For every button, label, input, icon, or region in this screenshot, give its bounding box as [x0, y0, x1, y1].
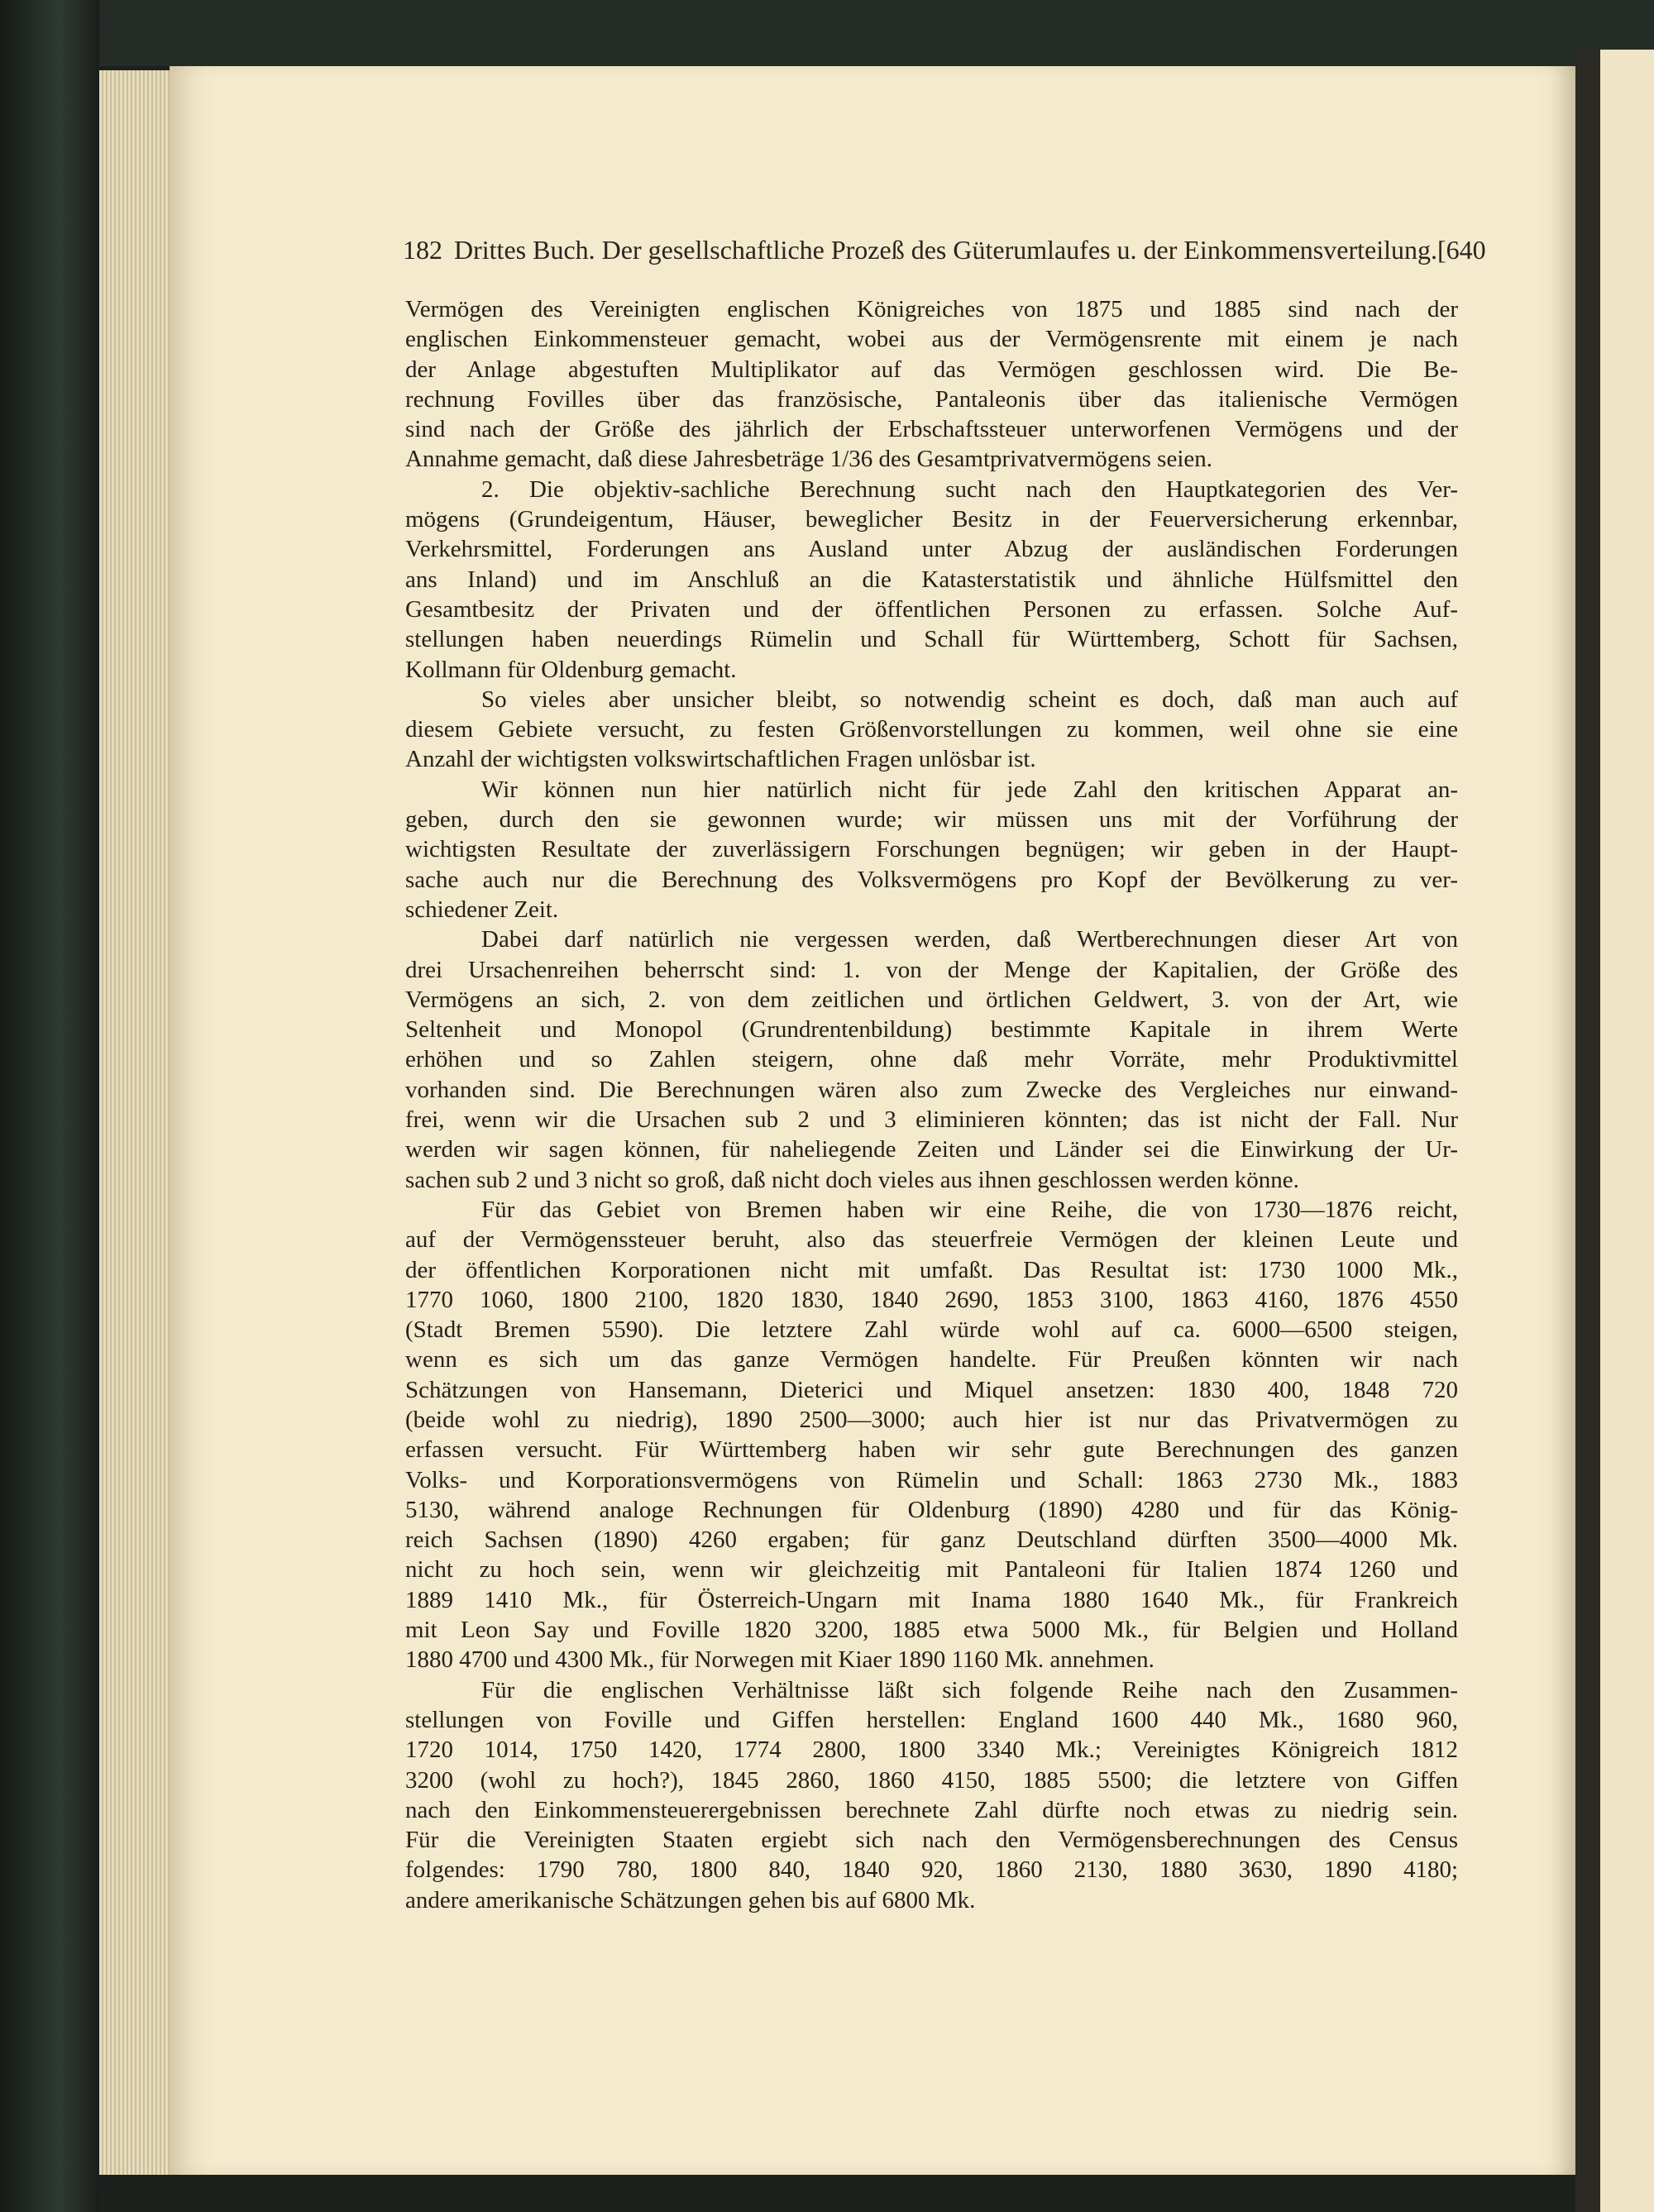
text-line: drei Ursachenreihen beherrscht sind: 1. von der Menge der Kapitalien, der Größe des	[405, 956, 1458, 983]
text-line: Verkehrsmittel, Forderungen ans Ausland unter Abzug der ausländischen Forderungen	[405, 536, 1458, 563]
text-line: Annahme gemacht, daß diese Jahresbeträge 1/36 des Gesamtprivatvermögens seien.	[405, 446, 1213, 473]
text-line: So vieles aber unsicher bleibt, so notwendig scheint es doch, daß man auch auf	[481, 686, 1458, 713]
text-line: 1770 1060, 1800 2100, 1820 1830, 1840 2690, 1853 3100, 1863 4160, 1876 4550	[405, 1286, 1458, 1313]
text-line: 2. Die objektiv-sachliche Berechnung sucht nach den Hauptkategorien des Ver-	[481, 475, 1458, 503]
text-line: reich Sachsen (1890) 4260 ergaben; für ganz Deutschland dürften 3500—4000 Mk.	[405, 1526, 1458, 1554]
text-line: wichtigsten Resultate der zuverlässigern Forschungen begnügen; wir geben in der Haupt-	[405, 836, 1458, 863]
text-line: frei, wenn wir die Ursachen sub 2 und 3 eliminieren könnten; das ist nicht der Fall. Nur	[405, 1106, 1458, 1134]
text-line: Wir können nun hier natürlich nicht für jede Zahl den kritischen Apparat an-	[481, 776, 1458, 803]
text-line: nach den Einkommensteuerergebnissen berechnete Zahl dürfte noch etwas zu niedrig sein.	[405, 1796, 1458, 1823]
text-line: Volks- und Korporationsvermögens von Rümelin und Schall: 1863 2730 Mk., 1883	[405, 1466, 1458, 1493]
paragraph	[405, 1675, 1458, 1915]
book-cover-top	[0, 0, 1654, 66]
running-title: Drittes Buch. Der gesellschaftliche Prozeß des Güterumlaufes u. der Einkommensverteilung.	[454, 235, 1437, 265]
text-line: englischen Einkommensteuer gemacht, wobei aus der Vermögensrente mit einem je nach	[405, 326, 1458, 353]
next-page-edge	[1600, 50, 1654, 2212]
text-line: ans Inland) und im Anschluß an die Katasterstatistik und ähnliche Hülfsmittel den	[405, 566, 1458, 593]
paragraph	[405, 1195, 1458, 1675]
text-line: Für das Gebiet von Bremen haben wir eine Reihe, die von 1730—1876 reicht,	[481, 1196, 1458, 1223]
text-line: 3200 (wohl zu hoch?), 1845 2860, 1860 4150, 1885 5500; die letztere von Giffen	[405, 1766, 1458, 1794]
body-text	[405, 294, 1458, 1915]
text-line: Schätzungen von Hansemann, Dieterici und Miquel ansetzen: 1830 400, 1848 720	[405, 1376, 1458, 1403]
running-header	[403, 235, 1486, 271]
text-line: diesem Gebiete versucht, zu festen Größenvorstellungen zu kommen, weil ohne sie eine	[405, 716, 1458, 743]
text-line: erhöhen und so Zahlen steigern, ohne daß mehr Vorräte, mehr Produktivmittel	[405, 1046, 1458, 1073]
text-line: mögens (Grundeigentum, Häuser, beweglicher Besitz in der Feuerversicherung erkennbar,	[405, 506, 1458, 533]
text-line: auf der Vermögenssteuer beruht, also das steuerfreie Vermögen der kleinen Leute und	[405, 1226, 1458, 1254]
text-line: werden wir sagen können, für naheliegende Zeiten und Länder sei die Einwirkung der Ur-	[405, 1136, 1458, 1163]
text-line: geben, durch den sie gewonnen wurde; wir müssen uns mit der Vorführung der	[405, 806, 1458, 834]
text-line: (Stadt Bremen 5590). Die letztere Zahl würde wohl auf ca. 6000—6500 steigen,	[405, 1316, 1458, 1344]
text-line: Für die Vereinigten Staaten ergiebt sich nach den Vermögensberechnungen des Census	[405, 1827, 1458, 1854]
text-line: der Anlage abgestuften Multiplikator auf das Vermögen geschlossen wird. Die Be-	[405, 356, 1458, 383]
text-line: sind nach der Größe des jährlich der Erbschaftssteuer unterworfenen Vermögens und der	[405, 416, 1458, 443]
text-line: Vermögen des Vereinigten englischen Königreiches von 1875 und 1885 sind nach der	[405, 296, 1458, 322]
text-line: vorhanden sind. Die Berechnungen wären also zum Zwecke des Vergleiches nur einwand-	[405, 1076, 1458, 1103]
text-line: stellungen haben neuerdings Rümelin und Schall für Württemberg, Schott für Sachsen,	[405, 626, 1458, 653]
text-line: 1880 4700 und 4300 Mk., für Norwegen mit Kiaer 1890 1160 Mk. annehmen.	[405, 1646, 1154, 1674]
text-line: Für die englischen Verhältnisse läßt sich folgende Reihe nach den Zusammen-	[481, 1676, 1458, 1703]
paragraph	[405, 924, 1458, 1195]
text-line: Kollmann für Oldenburg gemacht.	[405, 656, 737, 683]
text-line: Dabei darf natürlich nie vergessen werden, daß Wertberechnungen dieser Art von	[481, 926, 1458, 953]
text-line: andere amerikanische Schätzungen gehen bis auf 6800 Mk.	[405, 1886, 976, 1913]
bracket-page-number: [640	[1436, 235, 1486, 265]
text-line: mit Leon Say und Foville 1820 3200, 1885 etwa 5000 Mk., für Belgien und Holland	[405, 1617, 1458, 1644]
text-line: nicht zu hoch sein, wenn wir gleichzeitig mit Pantaleoni für Italien 1874 1260 und	[405, 1556, 1458, 1584]
text-line: erfassen versucht. Für Württemberg haben wir sehr gute Berechnungen des ganzen	[405, 1436, 1458, 1464]
paragraph	[405, 294, 1458, 475]
text-line: der öffentlichen Korporationen nicht mit umfaßt. Das Resultat ist: 1730 1000 Mk.,	[405, 1256, 1458, 1283]
text-line: folgendes: 1790 780, 1800 840, 1840 920, 1860 2130, 1880 3630, 1890 4180;	[405, 1856, 1458, 1884]
text-line: 1889 1410 Mk., für Österreich-Ungarn mit Inama 1880 1640 Mk., für Frankreich	[405, 1586, 1458, 1613]
text-line: sachen sub 2 und 3 nicht so groß, daß nicht doch vieles aus ihnen geschlossen werden könne.	[405, 1166, 1299, 1193]
text-line: schiedener Zeit.	[405, 896, 559, 923]
text-line: 5130, während analoge Rechnungen für Oldenburg (1890) 4280 und für das König-	[405, 1496, 1458, 1523]
paragraph	[405, 475, 1458, 685]
page-number: 182	[403, 235, 442, 265]
text-line: wenn es sich um das ganze Vermögen handelte. Für Preußen könnten wir nach	[405, 1346, 1458, 1374]
page-edges	[99, 70, 174, 2175]
text-line: 1720 1014, 1750 1420, 1774 2800, 1800 3340 Mk.; Vereinigtes Königreich 1812	[405, 1737, 1458, 1764]
paragraph	[405, 685, 1458, 775]
book-cover-left	[0, 0, 99, 2212]
text-line: sache auch nur die Berechnung des Volksvermögens pro Kopf der Bevölkerung zu ver-	[405, 866, 1458, 893]
text-line: stellungen von Foville und Giffen herstellen: England 1600 440 Mk., 1680 960,	[405, 1706, 1458, 1733]
book-gutter	[1575, 50, 1600, 2212]
text-line: (beide wohl zu niedrig), 1890 2500—3000; auch hier ist nur das Privatvermögen zu	[405, 1406, 1458, 1433]
text-line: Gesamtbesitz der Privaten und der öffentlichen Personen zu erfassen. Solche Auf-	[405, 595, 1458, 623]
text-line: Seltenheit und Monopol (Grundrentenbildung) bestimmte Kapitale in ihrem Werte	[405, 1016, 1458, 1044]
text-line: Vermögens an sich, 2. von dem zeitlichen und örtlichen Geldwert, 3. von der Art, wie	[405, 986, 1458, 1013]
text-line: rechnung Fovilles über das französische, Pantaleonis über das italienische Vermögen	[405, 385, 1458, 413]
text-line: Anzahl der wichtigsten volkswirtschaftlichen Fragen unlösbar ist.	[405, 746, 1036, 773]
paragraph	[405, 775, 1458, 924]
